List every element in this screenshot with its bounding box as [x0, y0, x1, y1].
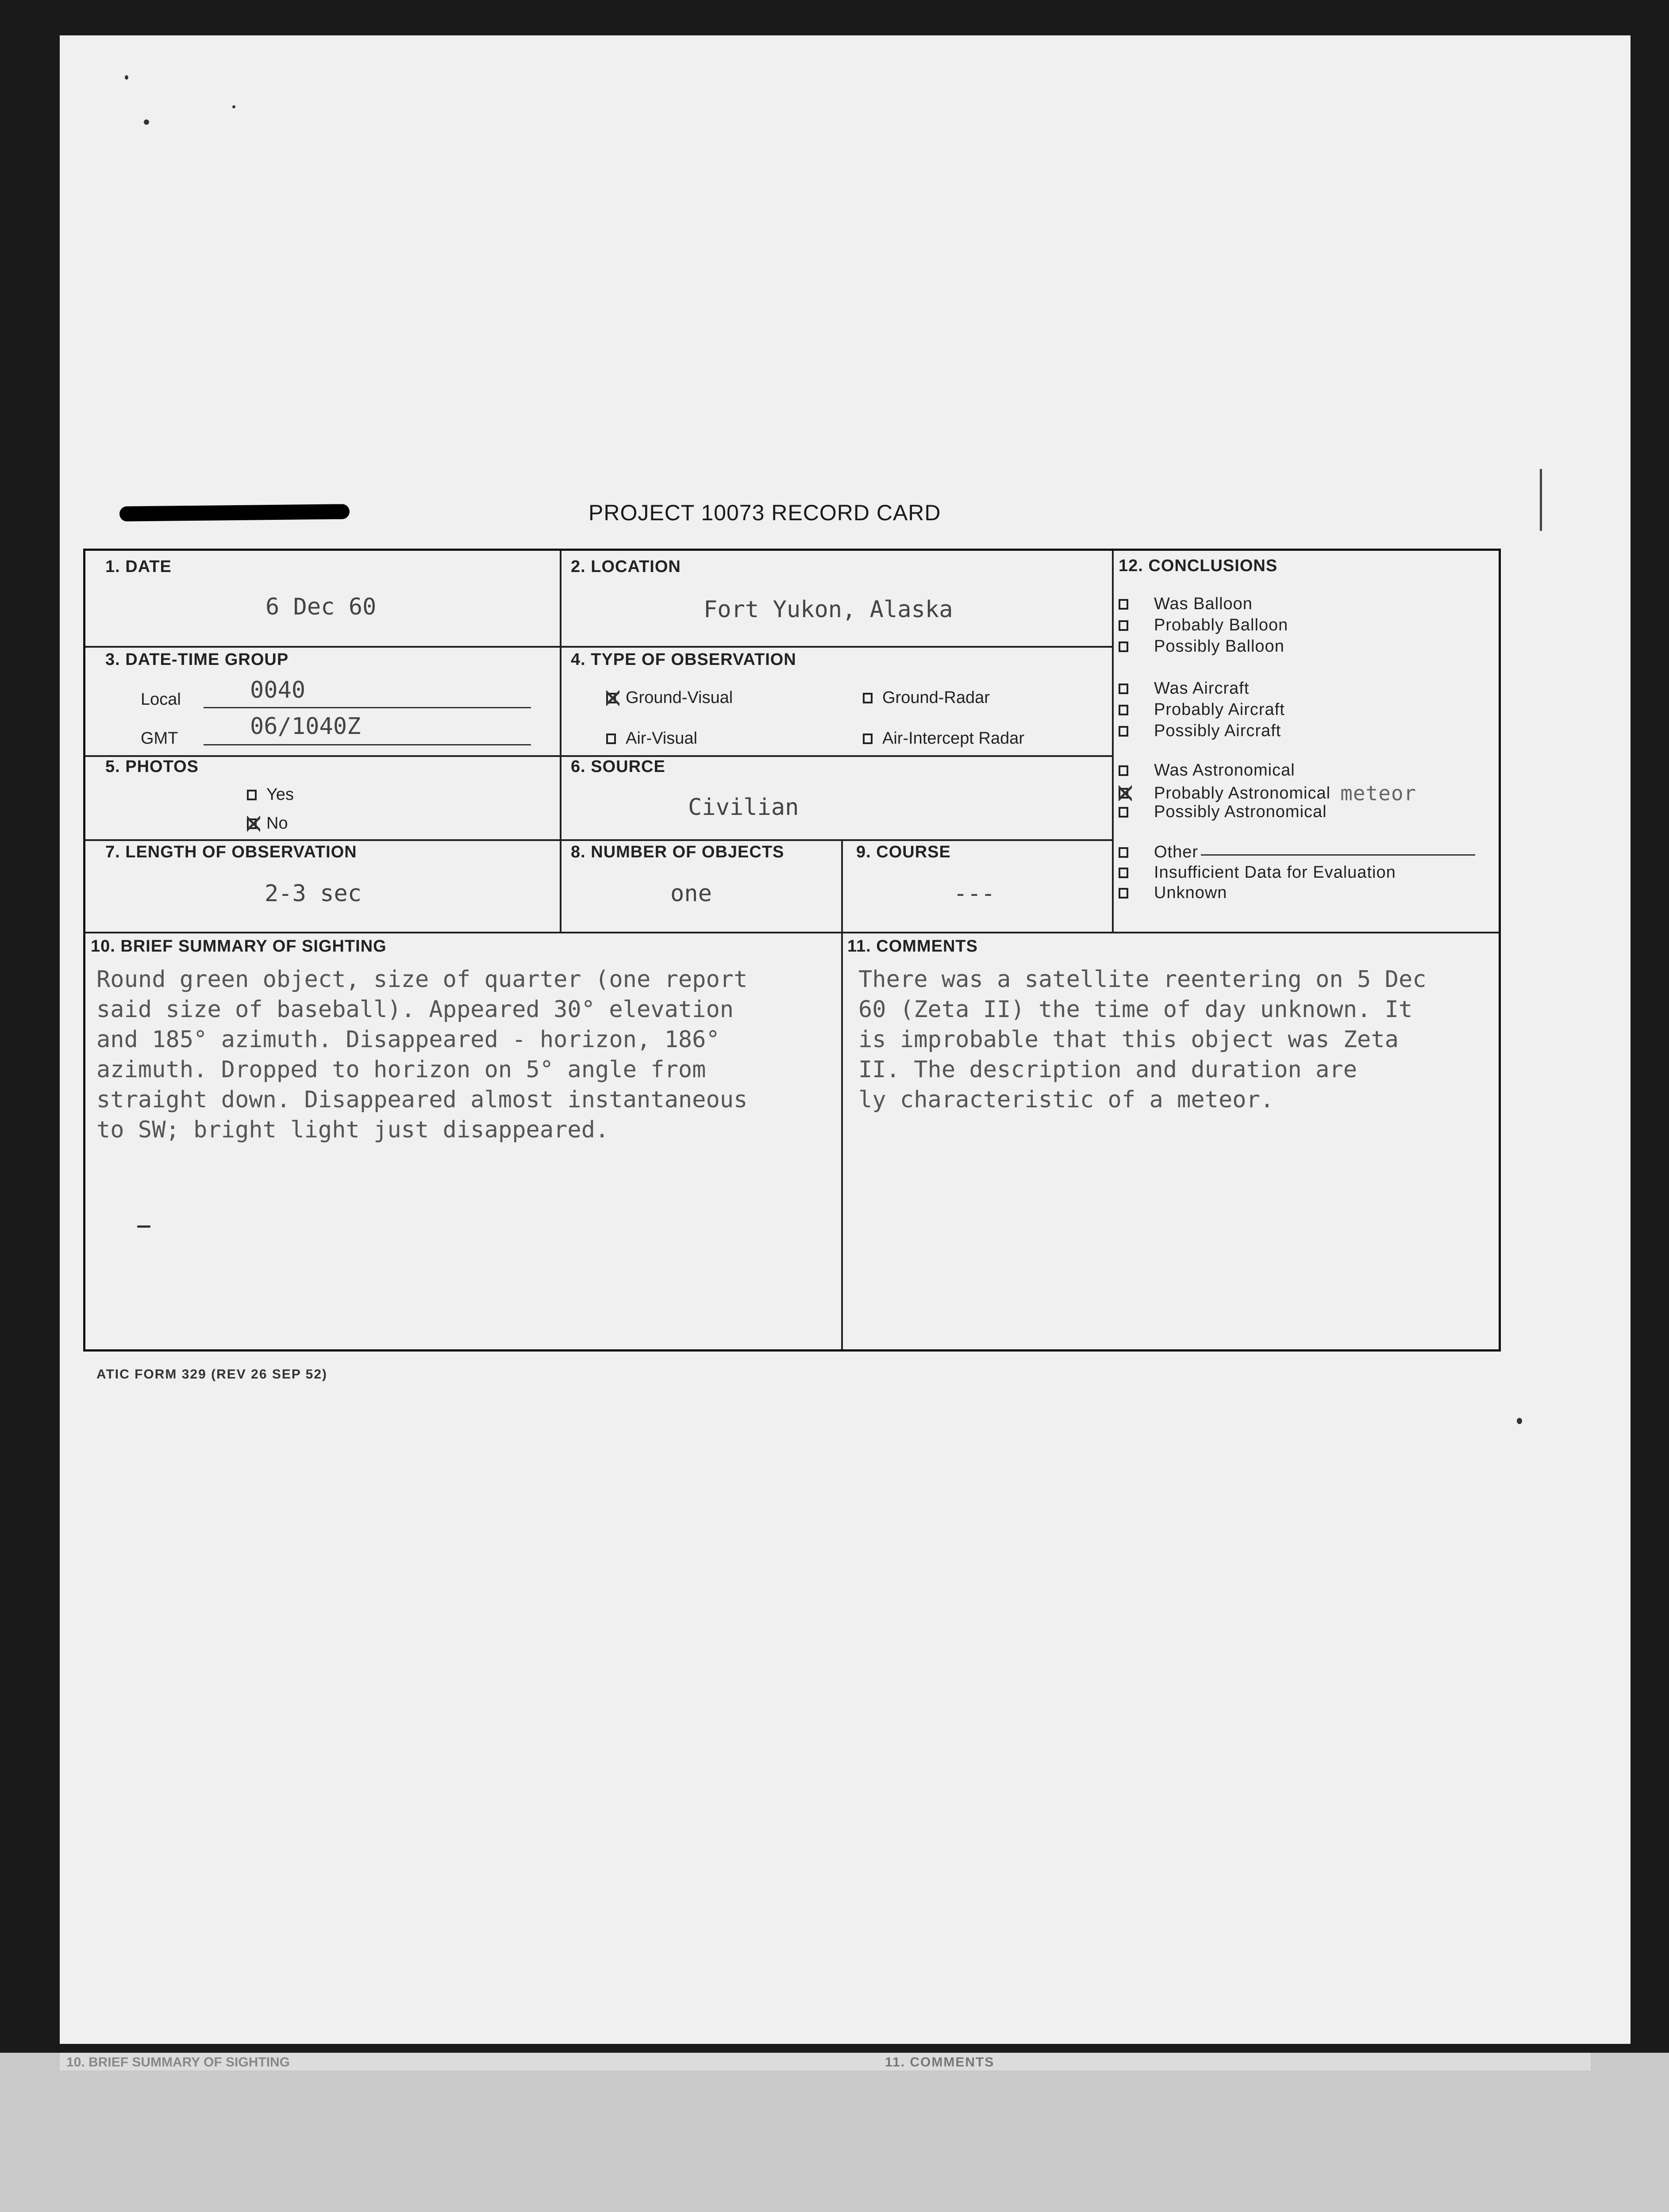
observation-type-label: 4. TYPE OF OBSERVATION	[571, 650, 796, 669]
other-label: Other	[1154, 843, 1199, 861]
insufficient-data-label: Insufficient Data for Evaluation	[1154, 863, 1396, 882]
ground-radar-label: Ground-Radar	[882, 688, 990, 707]
source-label: 6. SOURCE	[571, 757, 665, 776]
was-astronomical-checkbox[interactable]	[1119, 765, 1128, 776]
conclusion-possibly-aircraft[interactable]	[1119, 722, 1281, 741]
photos-no-label: No	[266, 814, 288, 833]
conclusion-was-aircraft[interactable]	[1119, 679, 1249, 698]
ground-visual-option[interactable]	[606, 688, 733, 707]
divider	[85, 839, 1112, 841]
possibly-astronomical-label: Possibly Astronomical	[1154, 803, 1327, 821]
underlying-summary-label: 10. BRIEF SUMMARY OF SIGHTING	[66, 2055, 290, 2070]
conclusion-probably-astronomical[interactable]	[1119, 781, 1416, 805]
dtg-label: 3. DATE-TIME GROUP	[105, 650, 289, 669]
was-aircraft-checkbox[interactable]	[1119, 684, 1128, 694]
possibly-astronomical-checkbox[interactable]	[1119, 807, 1128, 818]
dust-speck	[137, 1225, 150, 1228]
num-objects-value: one	[670, 880, 712, 907]
possibly-balloon-checkbox[interactable]	[1119, 641, 1128, 652]
form-id: ATIC FORM 329 (REV 26 SEP 52)	[96, 1367, 328, 1382]
ground-radar-option[interactable]	[863, 688, 990, 707]
photos-no-option[interactable]	[247, 814, 288, 833]
redaction-mark	[119, 504, 350, 521]
course-value: ---	[954, 880, 995, 907]
gmt-label: GMT	[141, 729, 178, 748]
air-visual-option[interactable]	[606, 729, 697, 748]
course-label: 9. COURSE	[856, 843, 951, 861]
conclusion-unknown[interactable]	[1119, 883, 1227, 902]
unknown-checkbox[interactable]	[1119, 888, 1128, 899]
other-fill-line[interactable]	[1201, 854, 1475, 856]
card-title: PROJECT 10073 RECORD CARD	[588, 500, 941, 525]
conclusion-possibly-balloon[interactable]	[1119, 637, 1284, 656]
dust-speck	[232, 105, 235, 108]
divider	[1112, 551, 1114, 932]
conclusion-other[interactable]	[1119, 843, 1475, 862]
possibly-aircraft-checkbox[interactable]	[1119, 726, 1128, 737]
length-value: 2-3 sec	[265, 880, 362, 907]
photos-yes-checkbox[interactable]	[247, 790, 257, 800]
dust-speck	[1517, 1418, 1522, 1424]
conclusion-probably-aircraft[interactable]	[1119, 700, 1285, 719]
divider	[560, 551, 561, 932]
photos-yes-label: Yes	[266, 785, 294, 804]
probably-balloon-checkbox[interactable]	[1119, 620, 1128, 631]
gmt-value: 06/1040Z	[250, 713, 361, 740]
photos-yes-option[interactable]	[247, 785, 294, 804]
date-value: 6 Dec 60	[265, 594, 377, 620]
conclusion-probably-balloon[interactable]	[1119, 616, 1288, 635]
local-time-label: Local	[141, 690, 181, 709]
probably-aircraft-checkbox[interactable]	[1119, 705, 1128, 715]
possibly-balloon-label: Possibly Balloon	[1154, 637, 1284, 656]
dust-speck	[144, 119, 149, 125]
summary-label: 10. BRIEF SUMMARY OF SIGHTING	[91, 937, 387, 956]
num-objects-label: 8. NUMBER OF OBJECTS	[571, 843, 785, 861]
divider	[85, 932, 1499, 933]
length-label: 7. LENGTH OF OBSERVATION	[105, 843, 357, 861]
probably-astronomical-checkbox[interactable]	[1119, 788, 1128, 799]
location-value: Fort Yukon, Alaska	[704, 596, 953, 623]
probably-balloon-label: Probably Balloon	[1154, 616, 1288, 634]
air-intercept-radar-option[interactable]	[863, 729, 1024, 748]
divider	[85, 755, 1112, 757]
local-time-underline	[204, 707, 531, 708]
air-intercept-radar-checkbox[interactable]	[863, 733, 873, 744]
photos-label: 5. PHOTOS	[105, 757, 199, 776]
probably-aircraft-label: Probably Aircraft	[1154, 700, 1285, 719]
location-label: 2. LOCATION	[571, 557, 681, 576]
ground-radar-checkbox[interactable]	[863, 693, 873, 703]
gmt-underline	[204, 744, 531, 745]
possibly-aircraft-label: Possibly Aircraft	[1154, 722, 1281, 740]
underlying-comments-label: 11. COMMENTS	[885, 2055, 995, 2070]
crop-mark	[1540, 469, 1542, 531]
photos-no-checkbox[interactable]	[247, 818, 257, 829]
air-visual-checkbox[interactable]	[606, 733, 616, 744]
conclusion-possibly-astronomical[interactable]	[1119, 803, 1327, 822]
was-balloon-checkbox[interactable]	[1119, 599, 1128, 610]
insufficient-data-checkbox[interactable]	[1119, 868, 1128, 878]
divider	[841, 839, 843, 1349]
comments-label: 11. COMMENTS	[847, 937, 978, 956]
air-intercept-radar-label: Air-Intercept Radar	[882, 729, 1025, 748]
comments-text: There was a satellite reentering on 5 Dec 60 (Zeta II) the time of day unknown. It is improbable that this object was Zeta II. The description and duration are ly characteristic of a meteor.	[858, 966, 1427, 1113]
underlying-card	[0, 2053, 1669, 2212]
air-visual-label: Air-Visual	[626, 729, 697, 748]
summary-text: Round green object, size of quarter (one report said size of baseball). Appeared 30° elevation and 185° azimuth. Disappeared - horizon, 186° azimuth. Dropped to horizon on 5° angle from straight down. Disappeared almost instantaneous to SW; bright light just disappeared.	[96, 966, 748, 1143]
was-astronomical-label: Was Astronomical	[1154, 761, 1295, 780]
local-time-value: 0040	[250, 677, 306, 703]
ground-visual-label: Ground-Visual	[626, 688, 733, 707]
dust-speck	[125, 75, 128, 80]
conclusions-label: 12. CONCLUSIONS	[1119, 557, 1278, 575]
source-value: Civilian	[688, 794, 799, 821]
probably-astronomical-note: meteor	[1340, 781, 1417, 805]
was-aircraft-label: Was Aircraft	[1154, 679, 1250, 698]
ground-visual-checkbox[interactable]	[606, 693, 616, 703]
conclusion-insufficient-data[interactable]	[1119, 863, 1396, 882]
date-label: 1. DATE	[105, 557, 172, 576]
conclusion-was-astronomical[interactable]	[1119, 761, 1295, 780]
was-balloon-label: Was Balloon	[1154, 595, 1253, 613]
divider	[85, 646, 1112, 648]
other-checkbox[interactable]	[1119, 847, 1128, 858]
unknown-label: Unknown	[1154, 883, 1227, 902]
conclusion-was-balloon[interactable]	[1119, 595, 1253, 614]
probably-astronomical-label: Probably Astronomical	[1154, 783, 1331, 803]
